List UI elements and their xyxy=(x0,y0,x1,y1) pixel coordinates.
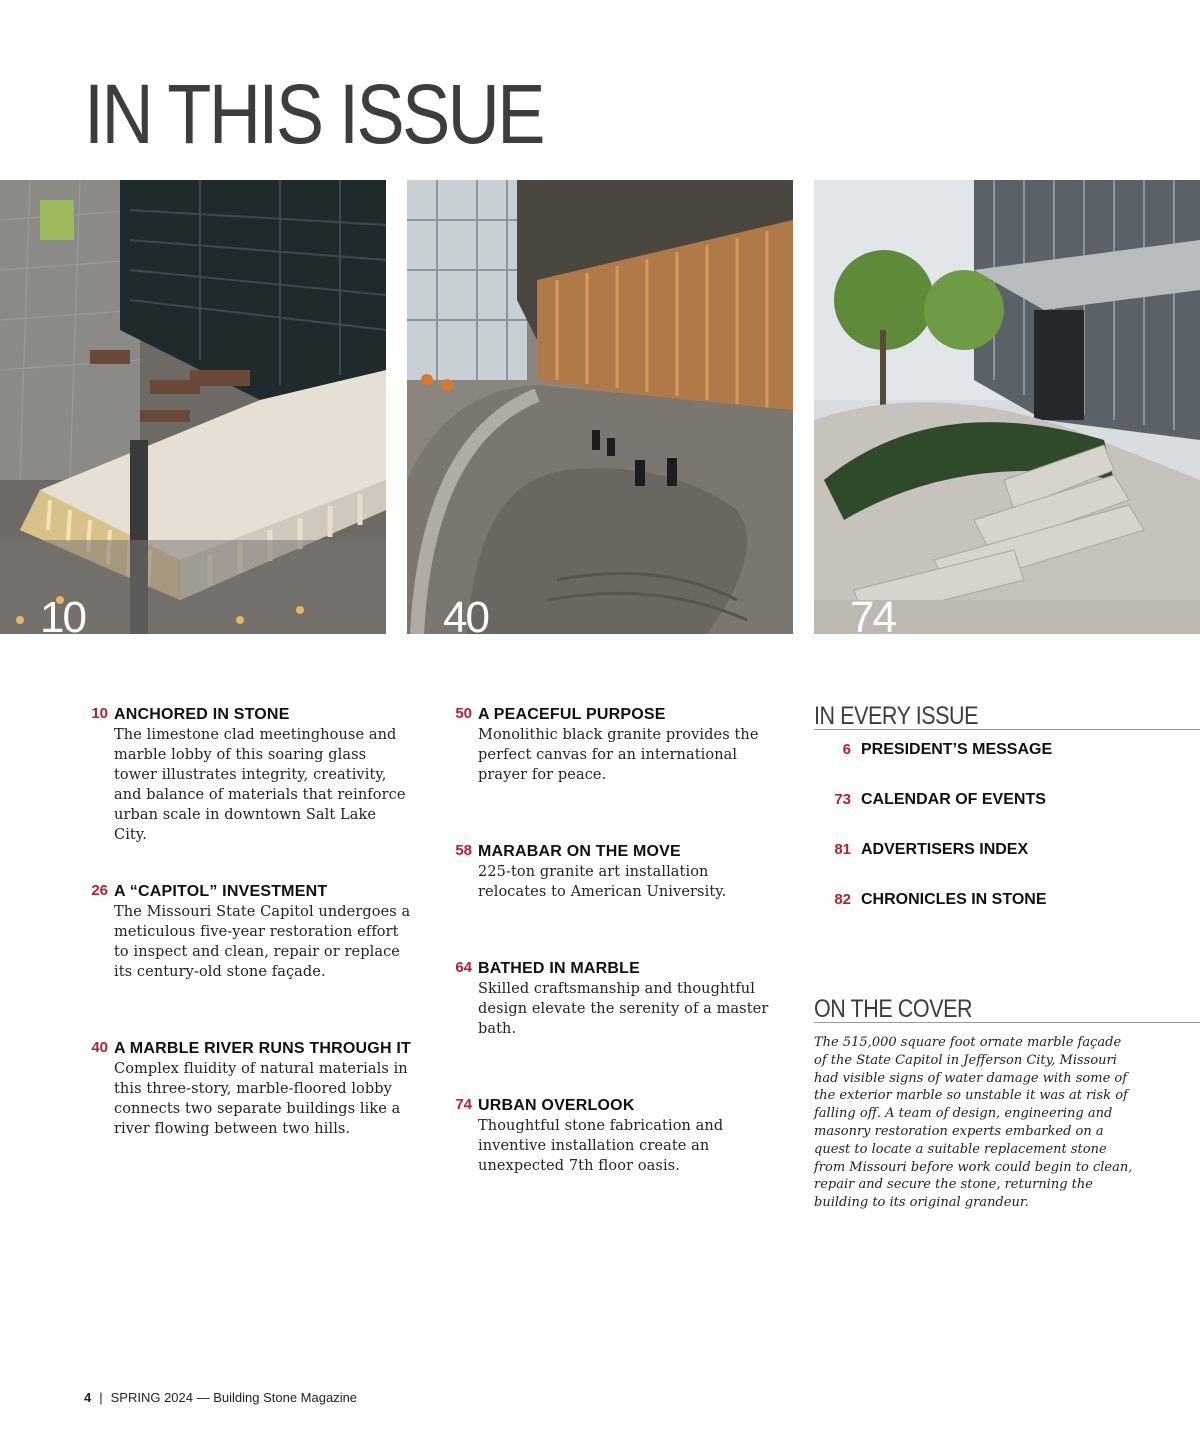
toc-entry[interactable] xyxy=(82,705,412,845)
toc-description: Complex fluidity of natural materials in this three-story, marble-floored lobby connects two separate buildings like a river flowing between two hills. xyxy=(114,1061,408,1137)
photo-anchored-in-stone[interactable] xyxy=(0,180,386,634)
toc-page-number: 40 xyxy=(91,1039,108,1056)
toc-entry[interactable] xyxy=(446,1096,776,1176)
every-issue-label: CALENDAR OF EVENTS xyxy=(861,791,1046,808)
lobby-interior-image xyxy=(407,180,793,634)
every-issue-page-number: 73 xyxy=(834,791,851,808)
toc-entry[interactable] xyxy=(446,842,776,902)
toc-description: Monolithic black granite provides the perfect canvas for an international prayer for peace. xyxy=(478,727,759,783)
every-issue-page-number: 6 xyxy=(842,741,851,758)
toc-page-number: 58 xyxy=(455,842,472,859)
rooftop-garden-image xyxy=(814,180,1200,634)
every-issue-item[interactable] xyxy=(826,741,1052,759)
in-every-issue-heading: IN EVERY ISSUE xyxy=(814,703,1200,730)
toc-entry[interactable] xyxy=(82,882,412,982)
every-issue-label: ADVERTISERS INDEX xyxy=(861,841,1029,858)
every-issue-label: CHRONICLES IN STONE xyxy=(861,891,1047,908)
photo-page-number: 40 xyxy=(443,593,488,634)
toc-page-number: 50 xyxy=(455,705,472,722)
footer-issue-text: SPRING 2024 — Building Stone Magazine xyxy=(110,1390,358,1405)
footer-page-number: 4 xyxy=(84,1390,92,1405)
toc-description: Thoughtful stone fabrication and inventive installation create an unexpected 7th floor oasis. xyxy=(478,1118,724,1174)
toc-description: The limestone clad meetinghouse and marble lobby of this soaring glass tower illustrates integrity, creativity, and balance of materials that reinforce urban scale in downtown Salt Lake City. xyxy=(114,727,406,843)
every-issue-item[interactable] xyxy=(826,841,1028,859)
toc-headline: A MARBLE RIVER RUNS THROUGH IT xyxy=(114,1040,411,1057)
page-footer xyxy=(84,1390,357,1405)
toc-page-number: 26 xyxy=(91,882,108,899)
every-issue-page-number: 82 xyxy=(834,891,851,908)
toc-headline: URBAN OVERLOOK xyxy=(478,1097,635,1114)
every-issue-label: PRESIDENT’S MESSAGE xyxy=(861,741,1053,758)
footer-separator: | xyxy=(99,1390,103,1405)
tower-aerial-image xyxy=(0,180,386,634)
toc-page-number: 10 xyxy=(91,705,108,722)
toc-entry[interactable] xyxy=(82,1039,412,1139)
every-issue-page-number: 81 xyxy=(834,841,851,858)
toc-entry[interactable] xyxy=(446,705,776,785)
photo-urban-overlook[interactable] xyxy=(814,180,1200,634)
toc-headline: ANCHORED IN STONE xyxy=(114,706,290,723)
toc-entry[interactable] xyxy=(446,959,776,1039)
toc-page-number: 74 xyxy=(455,1096,472,1113)
every-issue-item[interactable] xyxy=(826,791,1046,809)
page-title: IN THIS ISSUE xyxy=(84,67,543,161)
toc-description: 225-ton granite art installation relocates to American University. xyxy=(478,864,727,900)
every-issue-item[interactable] xyxy=(826,891,1047,909)
toc-description: Skilled craftsmanship and thoughtful design elevate the serenity of a master bath. xyxy=(478,981,769,1037)
toc-headline: MARABAR ON THE MOVE xyxy=(478,843,681,860)
cover-description: The 515,000 square foot ornate marble façade of the State Capitol in Jefferson City, Missouri had visible signs of water damage with some of the exterior marble so unstable it was at risk of falling off. A team of design, engineering and masonry restoration experts embarked on a quest to locate a suitable replacement stone from Missouri before work could begin to clean, repair and secure the stone, returning the building to its original grandeur. xyxy=(814,1035,1133,1211)
toc-description: The Missouri State Capitol undergoes a meticulous five-year restoration effort to inspect and clean, repair or replace its century-old stone façade. xyxy=(114,904,411,980)
photo-page-number: 74 xyxy=(850,593,895,634)
toc-headline: A PEACEFUL PURPOSE xyxy=(478,706,666,723)
on-the-cover-heading: ON THE COVER xyxy=(814,996,1200,1023)
photo-page-number: 10 xyxy=(40,593,85,634)
photo-marble-river[interactable] xyxy=(407,180,793,634)
toc-page-number: 64 xyxy=(455,959,472,976)
toc-headline: A “CAPITOL” INVESTMENT xyxy=(114,883,328,900)
toc-headline: BATHED IN MARBLE xyxy=(478,960,641,977)
